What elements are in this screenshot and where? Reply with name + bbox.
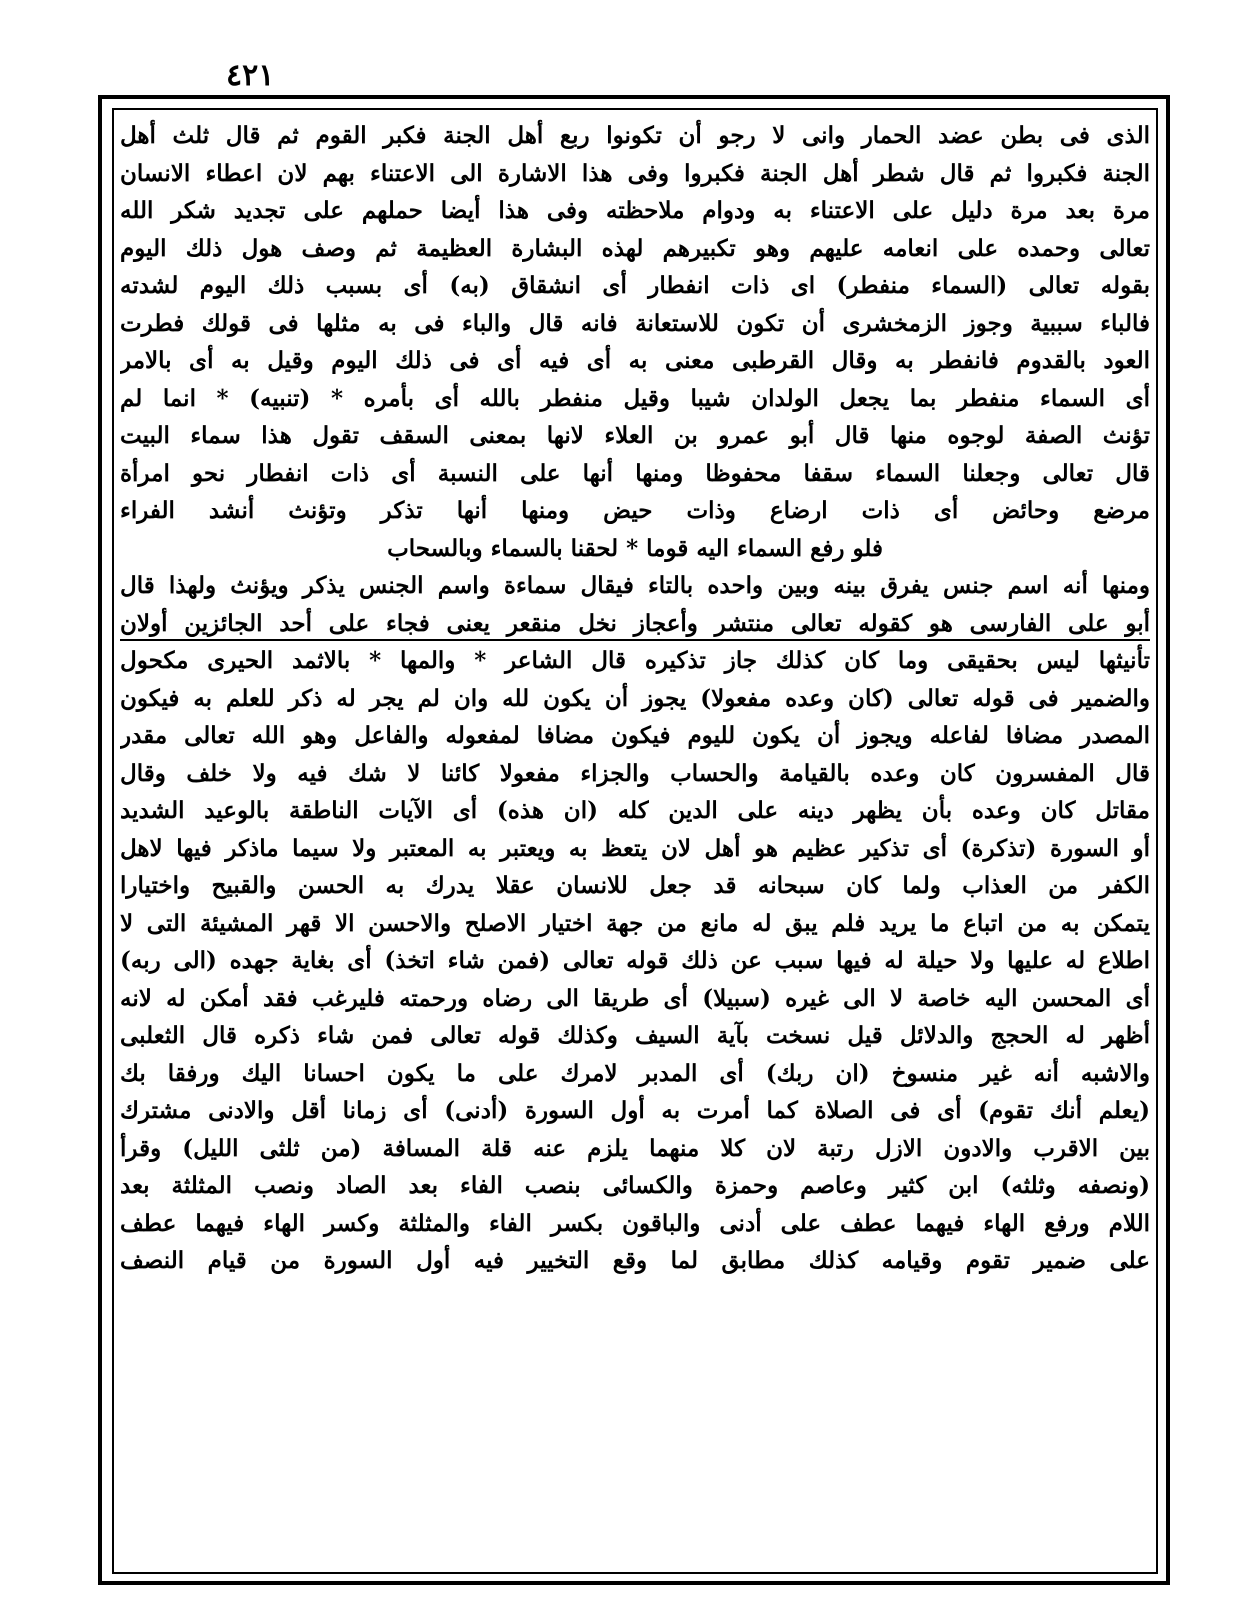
- text-line: قال تعالى وجعلنا السماء سقفا محفوظا ومنها أنها على النسبة أى ذات انفطار نحو امرأة: [120, 459, 1150, 487]
- main-text: [120, 117, 1150, 1567]
- text-line: قال المفسرون كان وعده بالقيامة والحساب والجزاء مفعولا كائنا لا شك فيه ولا خلف وقال: [120, 759, 1150, 787]
- text-line: على ضمير تقوم وقيامه كذلك مطابق لما وقع التخيير فيه أول السورة من قيام النصف: [120, 1247, 1150, 1274]
- text-line: الذى فى بطن عضد الحمار وانى لا رجو أن تكونوا ربع أهل الجنة فكبر القوم ثم قال ثلث أهل: [120, 122, 1150, 149]
- text-line: أبو على الفارسى هو كقوله تعالى منتشر وأعجاز نخل منقعر يعنى فجاء على أحد الجائزين أولان: [120, 609, 1150, 637]
- text-line: تعالى وحمده على انعامه عليهم وهو تكبيرهم لهذه البشارة العظيمة ثم وصف هول ذلك اليوم: [120, 234, 1150, 262]
- verse-line: فلو رفع السماء اليه قوما * لحقنا بالسماء وبالسحاب: [387, 534, 883, 562]
- text-line: والضمير فى قوله تعالى (كان وعده مفعولا) يجوز أن يكون لله وان لم يجر له ذكر للعلم به فيكون: [120, 684, 1150, 712]
- text-line: أو السورة (تذكرة) أى تذكير عظيم هو أهل لان يتعظ به ويعتبر به المعتبر ولا سيما ماذكر فيها لاهل: [120, 834, 1150, 862]
- text-line: ومنها أنه اسم جنس يفرق بينه وبين واحده بالتاء فيقال سماءة واسم الجنس يذكر ويؤنث ولهذا قال: [120, 572, 1150, 599]
- text-line: الكفر من العذاب ولما كان سبحانه قد جعل للانسان عقلا يدرك به الحسن والقبيح واختيارا: [120, 872, 1150, 899]
- text-line: (يعلم أنك تقوم) أى فى الصلاة كما أمرت به أول السورة (أدنى) أى زمانا أقل والادنى مشترك: [120, 1097, 1150, 1124]
- text-line: اطلاع له عليها ولا حيلة له فيها سبب عن ذلك قوله تعالى (فمن شاء اتخذ) أى بغاية جهده (الى ربه): [120, 947, 1150, 974]
- text-line: مرة بعد مرة دليل على الاعتناء به ودوام ملاحظته وفى هذا أيضا حملهم على تجديد شكر الله: [120, 197, 1150, 224]
- text-line: العود بالقدوم فانفطر به وقال القرطبى معنى به أى فيه أى فى ذلك اليوم وقيل به أى بالامر: [120, 347, 1150, 374]
- text-line: بقوله تعالى (السماء منفطر) اى ذات انفطار أى انشقاق (به) أى بسبب ذلك اليوم لشدته: [120, 272, 1150, 299]
- text-line: والاشبه أنه غير منسوخ (ان ربك) أى المدبر لامرك على ما يكون احسانا اليك ورفقا بك: [120, 1059, 1150, 1087]
- text-line: أظهر له الحجج والدلائل قيل نسخت بآية السيف وكذلك قوله تعالى فمن شاء ذكره قال الثعلبى: [120, 1022, 1150, 1049]
- section-rule: [120, 639, 1150, 641]
- text-line: تأنيثها ليس بحقيقى وما كان كذلك جاز تذكيره قال الشاعر * والمها * بالاثمد الحيرى مكحول: [120, 647, 1150, 674]
- text-line: الجنة فكبروا ثم قال شطر أهل الجنة فكبروا وفى هذا الاشارة الى الاعتناء بهم لان اعطاء الانسان: [120, 159, 1150, 187]
- text-line: اللام ورفع الهاء فيهما عطف على أدنى والباقون بكسر الفاء والمثلثة وكسر الهاء فيهما عطف: [120, 1209, 1150, 1237]
- text-line: مرضع وحائض أى ذات ارضاع وذات حيض ومنها أنها تذكر وتؤنث أنشد الفراء: [120, 497, 1150, 524]
- text-line: (ونصفه وثلثه) ابن كثير وعاصم وحمزة والكسائى بنصب الفاء بعد الصاد ونصب المثلثة بعد: [120, 1172, 1150, 1199]
- text-line: مقاتل كان وعده بأن يظهر دينه على الدين كله (ان هذه) أى الآيات الناطقة بالوعيد الشديد: [120, 797, 1150, 824]
- text-line: تؤنث الصفة لوجوه منها قال أبو عمرو بن العلاء لانها بمعنى السقف تقول هذا سماء البيت: [120, 422, 1150, 449]
- text-line: فالباء سببية وجوز الزمخشرى أن تكون للاستعانة فانه قال والباء فى به مثلها فى قولك فطرت: [120, 309, 1150, 337]
- text-line: أى المحسن اليه خاصة لا الى غيره (سبيلا) أى طريقا الى رضاه ورحمته فليرغب فقد أمكن له لانه: [120, 984, 1150, 1012]
- page-number: ٤٢١: [226, 58, 275, 93]
- text-line: بين الاقرب والادون الازل رتبة لان كلا منهما يلزم عنه قلة المسافة (من ثلثى الليل) وقرأ: [120, 1134, 1150, 1162]
- text-line: المصدر مضافا لفاعله ويجوز أن يكون لليوم فيكون مضافا لمفعوله والفاعل وهو الله تعالى مقدر: [120, 722, 1150, 749]
- text-line: أى السماء منفطر بما يجعل الولدان شيبا وقيل منفطر بالله أى بأمره * (تنبيه) * انما لم: [120, 384, 1150, 412]
- text-line: يتمكن به من اتباع ما يريد فلم يبق له مانع من جهة اختيار الاصلح والاحسن الا قهر المشيئة التى لا: [120, 909, 1150, 937]
